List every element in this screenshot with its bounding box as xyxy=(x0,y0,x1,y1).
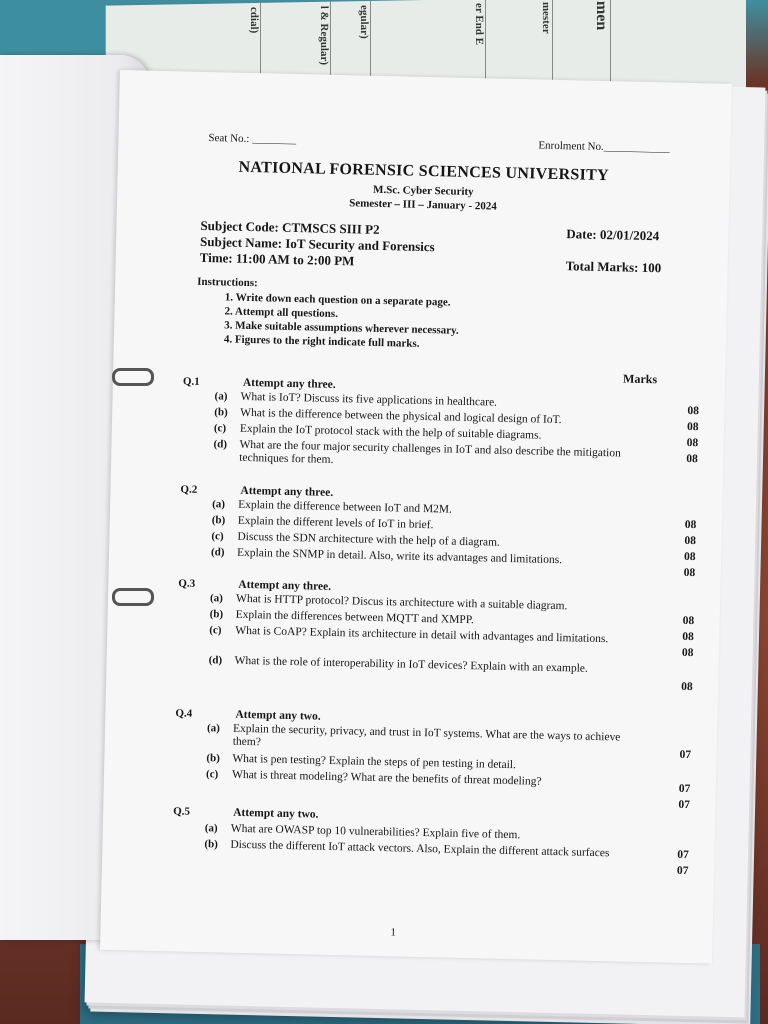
sub-text: What are the four major security challenges in IoT and also describe the mitigation techniques for them. xyxy=(239,438,621,466)
sub-label: (d) xyxy=(208,654,223,667)
question-marks: 07 xyxy=(678,798,691,812)
question-marks: 08 xyxy=(684,518,697,532)
question-marks: 08 xyxy=(682,614,695,628)
sub-text: What is the difference between the physical and logical design of IoT. xyxy=(240,406,562,427)
sub-text: Explain the different levels of IoT in brief. xyxy=(237,514,434,532)
subject-name: Subject Name: IoT Security and Forensics xyxy=(199,233,435,255)
university-title: NATIONAL FORENSIC SCIENCES UNIVERSITY xyxy=(238,158,610,185)
subject-code: Subject Code: CTMSCS SIII P2 xyxy=(200,217,380,237)
instruction-item: 2. Attempt all questions. xyxy=(224,305,339,321)
instructions-list xyxy=(224,290,460,351)
instructions-title: Instructions: xyxy=(197,275,258,290)
sub-label: (b) xyxy=(206,752,220,765)
background-column: er End E xyxy=(451,0,486,94)
sub-text: Explain the IoT protocol stack with the help of suitable diagrams. xyxy=(239,422,542,442)
sub-text: Discuss the SDN architecture with the help of a diagram. xyxy=(237,530,501,549)
question-heading: Attempt any three. xyxy=(242,376,336,391)
instruction-item: 1. Write down each question on a separate page. xyxy=(224,291,451,309)
question-marks: 08 xyxy=(681,680,693,694)
enrolment-number-field: Enrolment No.____________ xyxy=(538,139,670,155)
exam-time: Time: 11:00 AM to 2:00 PM xyxy=(199,249,355,269)
exam-paper xyxy=(100,70,732,964)
background-column: egular) xyxy=(336,1,371,96)
sub-text: Explain the security, privacy, and trust in IoT systems. What are the ways to achieve them? xyxy=(232,722,621,749)
binder-ring xyxy=(112,368,154,386)
sub-label: (d) xyxy=(210,546,225,559)
sub-text: What is HTTP protocol? Discus its architecture with a suitable diagram. xyxy=(235,592,568,613)
sub-text: What is threat modeling? What are the benefits of threat modeling? xyxy=(231,768,542,788)
sub-text: What is IoT? Discuss its five applications in healthcare. xyxy=(240,390,498,409)
question-marks: 07 xyxy=(677,848,689,862)
sub-label: (a) xyxy=(209,592,224,605)
sub-label: (a) xyxy=(204,822,218,835)
sub-label: (a) xyxy=(206,722,221,735)
sub-text: Explain the difference between IoT and M2M. xyxy=(238,498,453,516)
total-marks: Total Marks: 100 xyxy=(565,258,662,276)
sub-question xyxy=(213,438,633,474)
sub-label: (a) xyxy=(214,390,228,403)
binder-ring xyxy=(112,588,154,606)
question-marks: 07 xyxy=(679,748,692,762)
background-column: l & Regular) xyxy=(296,2,331,97)
sub-question xyxy=(208,654,628,677)
question-marks: 08 xyxy=(682,630,694,644)
question-2 xyxy=(180,483,697,580)
question-marks: 08 xyxy=(686,436,699,450)
sub-text: Explain the SNMP in detail. Also, write its advantages and limitations. xyxy=(236,546,563,567)
question-marks: 08 xyxy=(686,420,699,434)
programme-name: M.Sc. Cyber Security xyxy=(372,183,474,199)
sub-label: (b) xyxy=(204,838,219,851)
question-number: Q.3 xyxy=(178,577,196,590)
marks-heading: Marks xyxy=(622,371,658,387)
sub-label: (c) xyxy=(205,768,219,781)
sub-label: (c) xyxy=(209,624,222,637)
question-marks: 08 xyxy=(684,534,697,548)
seat-number-field: Seat No.: ________ xyxy=(208,132,297,147)
question-1 xyxy=(182,375,700,466)
sub-text: What is CoAP? Explain its architecture in detail with advantages and limitations. xyxy=(235,624,609,646)
sub-text: What is pen testing? Explain the steps of pen testing in detail. xyxy=(232,752,517,772)
question-heading: Attempt any two. xyxy=(233,806,319,821)
question-marks: 08 xyxy=(686,452,698,466)
question-heading: Attempt any two. xyxy=(235,708,321,723)
sub-label: (b) xyxy=(214,406,228,419)
exam-date: Date: 02/01/2024 xyxy=(566,226,660,244)
sub-label: (a) xyxy=(212,498,226,511)
question-marks: 07 xyxy=(678,782,691,796)
sub-label: (b) xyxy=(211,514,226,527)
semester-line: Semester – III – January - 2024 xyxy=(349,197,497,213)
question-4 xyxy=(175,707,692,812)
question-marks: 08 xyxy=(681,646,694,660)
sub-label: (c) xyxy=(213,422,227,435)
question-heading: Attempt any three. xyxy=(238,578,332,593)
question-marks: 08 xyxy=(683,550,696,564)
sub-text: What are OWASP top 10 vulnerabilities? Explain five of them. xyxy=(230,822,521,842)
question-number: Q.1 xyxy=(182,375,200,388)
sub-text: Explain the differences between MQTT and XMPP. xyxy=(235,608,474,627)
question-5 xyxy=(173,805,689,878)
page-number: 1 xyxy=(390,926,397,939)
question-marks: 07 xyxy=(676,864,689,878)
sub-text: What is the role of interoperability in IoT devices? Explain with an example. xyxy=(234,654,588,675)
sub-label: (d) xyxy=(213,438,228,451)
question-number: Q.4 xyxy=(175,707,193,720)
background-column: cdial) xyxy=(226,3,261,98)
instruction-item: 3. Make suitable assumptions wherever necessary. xyxy=(224,319,459,337)
sub-text: Discuss the different IoT attack vectors. Also, Explain the different attack surfaces xyxy=(230,838,610,860)
sub-label: (b) xyxy=(209,608,224,621)
teal-folder xyxy=(0,0,110,60)
instruction-item: 4. Figures to the right indicate full marks. xyxy=(223,333,420,350)
question-number: Q.5 xyxy=(173,805,191,818)
question-3 xyxy=(178,577,695,694)
question-marks: 08 xyxy=(683,566,696,580)
question-heading: Attempt any three. xyxy=(240,484,334,499)
sub-question xyxy=(207,722,627,758)
question-marks: 08 xyxy=(687,404,700,418)
background-column: mester xyxy=(518,0,553,92)
question-number: Q.2 xyxy=(180,483,198,496)
sub-label: (c) xyxy=(211,530,224,543)
background-column: men xyxy=(576,0,611,91)
